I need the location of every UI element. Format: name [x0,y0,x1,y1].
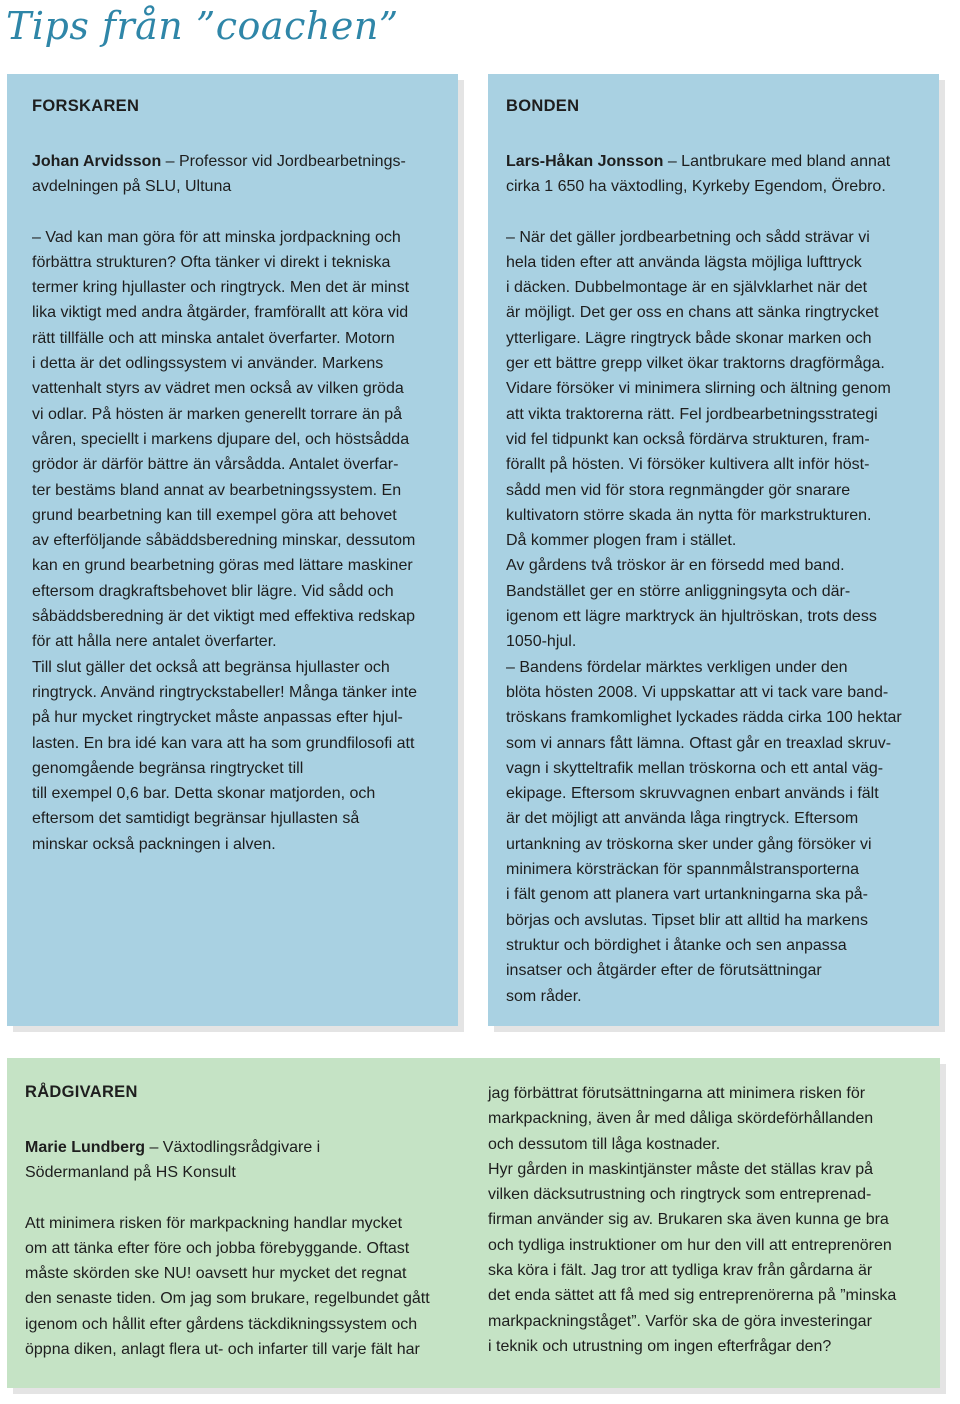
bonden-person-title: – Lantbrukare med bland annat cirka 1 650 ha växtodling, Kyrkeby Egendom, Örebro. [506,153,891,196]
radgivaren-left-column [25,1082,470,1362]
forskaren-body: – Vad kan man göra för att minska jordpackning och förbättra strukturen? Ofta tänker vi direkt i tekniska termer kring hjullaster och ringtryck. Men det är minst lika viktigt med andra åtgärder, framförallt att köra vid rätt tillfälle och att minska antalet överfarter. Motorn i detta är det odlingssystem vi använder. Markens vattenhalt styrs av vädret men också av vilken gröda vi odlar. På hösten är marken generellt torrare än på våren, speciellt i markens djupare del, och höstsådda grödor är därför bättre än vårsådda. Antalet överfar- ter bestäms bland annat av bearbetningssystem. En grund bearbetning kan till exempel göra att behovet av efterföljande såbäddsberedning minskar, dessutom kan en grund bearbetning göras med lättare maskiner eftersom dragkraftsbehovet blir lägre. Vid sådd och såbäddsberedning är det viktigt med effektiva redskap för att hålla nere antalet överfarter. Till slut gäller det också att begränsa hjullaster och ringtryck. Använd ringtryckstabeller! Många tänker inte på hur mycket ringtrycket måste anpassas efter hjul- lasten. En bra idé kan vara att ha som grundfilosofi att genomgående begränsa ringtrycket till till exempel 0,6 bar. Detta skonar matjorden, och eftersom det samtidigt begränsar hjullasten så minskar också packningen i alven. [32,228,418,853]
bonden-byline [506,149,919,200]
forskaren-person-title: – Professor vid Jordbearbetnings- avdelningen på SLU, Ultuna [32,153,406,196]
radgivaren-box [7,1058,940,1388]
bonden-body: – När det gäller jordbearbetning och sådd strävar vi hela tiden efter att använda lägsta möjliga lufttryck i däcken. Dubbelmontage är en självklarhet när det är möjligt. Det ger oss en chans att sänka ringtrycket ytterligare. Lägre ringtryck både skonar marken och ger ett bättre grepp vilket ökar traktorns dragförmåga. Vidare försöker vi minimera slirning och ältning genom att vikta traktorerna rätt. Fel jordbearbetningsstrategi vid fel tidpunkt kan också fördärva strukturen, fram- förallt på hösten. Vi försöker kultivera allt inför höst- sådd men vid för stora regnmängder gör snarare kultivatorn större skada än nytta för markstrukturen. Då kommer plogen fram i stället. Av gårdens två tröskor är en försedd med band. Bandstället ger en större anliggningsyta och där- igenom ett lägre marktryck än hjultröskan, trots dess 1050-hjul. – Bandens fördelar märktes verkligen under den blöta hösten 2008. Vi uppskattar att vi tack vare band- tröskans framkomlighet lyckades rädda cirka 100 hektar som vi annars fått lämna. Oftast går en treaxlad skruv- vagn i skytteltrafik mellan tröskorna och ett antal väg- ekipage. Eftersom skruvvagnen enbart används i fält är det möjligt att använda låga ringtryck. Eftersom urtankning av tröskorna sker under gång försöker vi minimera körsträckan för spannmålstransporterna i fält genom att planera vart urtankningarna ska på- börjas och avslutas. Tipset blir att alltid ha markens struktur och bördighet i åtanke och sen anpassa insatser och åtgärder efter de förutsättningar som råder. [506,228,902,1005]
bonden-heading: BONDEN [506,97,580,115]
forskaren-box [7,74,458,1026]
forskaren-person-name: Johan Arvidsson [32,153,162,170]
radgivaren-body-right: jag förbättrat förutsättningarna att minimera risken för markpackning, även år med dåliga skördeförhållanden och dessutom till låga kostnader. Hyr gården in maskintjänster måste det ställas krav på vilken däcksutrustning och ringtryck som entreprenad- firman använder sig av. Brukaren ska även kunna ge bra och tydliga instruktioner om hur den vill att entreprenören ska köra i fält. Jag tror att tydliga krav från gårdarna är det enda sättet att få med sig entreprenörerna på ”minska markpackningståget”. Varför ska de göra investeringar i teknik och utrustning om ingen efterfrågar den? [488,1085,897,1355]
radgivaren-person-name: Marie Lundberg [25,1139,146,1156]
radgivaren-heading: RÅDGIVAREN [25,1083,138,1101]
forskaren-heading: FORSKAREN [32,97,140,115]
radgivaren-body-left: Att minimera risken för markpackning handlar mycket om att tänka efter före och jobba förebyggande. Oftast måste skörden ske NU! oavsett hur mycket det regnat den senaste tiden. Om jag som brukare, regelbundet gått igenom och hållit efter gårdens täckdikningssystem och öppna diken, anlagt flera ut- och infarter till varje fält har [25,1214,430,1359]
page-title: Tips från ”coachen” [6,4,399,48]
radgivaren-byline [25,1135,470,1186]
forskaren-byline [32,149,438,200]
radgivaren-right-column [488,1081,928,1359]
bonden-person-name: Lars-Håkan Jonsson [506,153,664,170]
radgivaren-person-title: – Växtodlingsrådgivare i Södermanland på HS Konsult [25,1139,321,1182]
bonden-box [488,74,939,1026]
